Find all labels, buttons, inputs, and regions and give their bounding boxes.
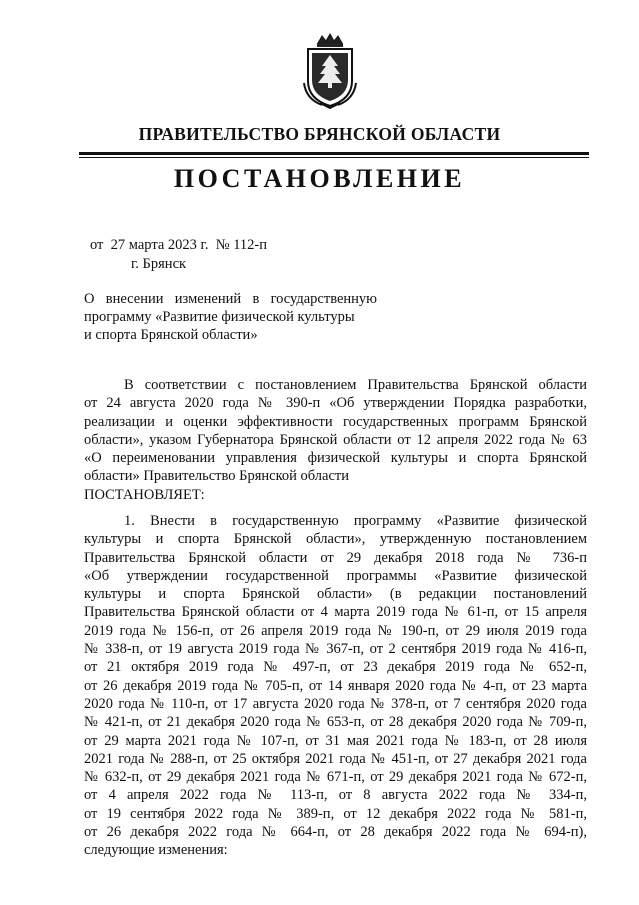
item-1-paragraph — [84, 512, 587, 860]
document-type-title: ПОСТАНОВЛЕНИЕ — [173, 164, 466, 193]
bryansk-oblast-coat-of-arms-icon — [298, 33, 362, 109]
text-line: № 421-п, от 21 декабря 2020 года № 653-п, от 28 декабря 2020 года № 709-п, — [84, 714, 587, 731]
text-line: В соответствии с постановлением Правительства Брянской области — [124, 377, 587, 393]
text-line: культуры и спорта Брянской области», утвержденную постановлением — [84, 531, 587, 548]
resolves-keyword: ПОСТАНОВЛЯЕТ: — [84, 486, 205, 503]
preamble-paragraph — [84, 376, 587, 504]
text-line: от 29 марта 2021 года № 107-п, от 31 мая 2021 года № 183-п, от 28 июля — [84, 732, 587, 749]
text-line: от 19 сентября 2022 года № 389-п, от 12 декабря 2022 года № 581-п, — [84, 805, 587, 822]
text-line: Правительства Брянской области от 4 марта 2019 года № 61-п, от 15 апреля — [84, 604, 587, 621]
city: г. Брянск — [131, 256, 187, 272]
text-line: 1. Внести в государственную программу «Развитие физической — [124, 513, 587, 529]
date-and-number: от 27 марта 2023 г. № 112-п — [90, 237, 267, 253]
text-line: от 26 декабря 2019 года № 705-п, от 14 января 2020 года № 4-п, от 23 марта — [84, 677, 587, 694]
text-line: «О переименовании управления физической культуры и спорта Брянской — [84, 450, 587, 467]
text-line: № 338-п, от 19 августа 2019 года № 367-п, от 2 сентября 2019 года № 416-п, — [84, 641, 587, 658]
text-line: 2019 года № 156-п, от 26 апреля 2019 года № 190-п, от 29 июля 2019 года — [84, 622, 587, 639]
text-line: 2020 года № 110-п, от 17 августа 2020 года № 378-п, от 7 сентября 2020 года — [84, 695, 587, 712]
text-line: от 24 августа 2020 года № 390-п «Об утверждении Порядка разработки, — [84, 395, 587, 412]
header-rule-thin — [79, 157, 589, 158]
subject-block — [84, 290, 384, 344]
text-line: «Об утверждении государственной программы «Развитие физической — [84, 567, 587, 584]
text-line: от 4 апреля 2022 года № 113-п, от 8 августа 2022 года № 334-п, — [84, 787, 587, 804]
text-line: Правительства Брянской области от 29 декабря 2018 года № 736-п — [84, 549, 587, 566]
text-line: следующие изменения: — [84, 842, 228, 859]
subject-line: программу «Развитие физической культуры — [84, 309, 355, 325]
subject-line: О внесении изменений в государственную — [84, 291, 377, 307]
header-rule-thick — [79, 152, 589, 155]
text-line: 2021 года № 288-п, от 25 октября 2021 года № 451-п, от 27 декабря 2021 года — [84, 750, 587, 767]
text-line: от 26 декабря 2022 года № 664-п, от 28 декабря 2022 года № 694-п), — [84, 824, 587, 841]
text-line: культуры и спорта Брянской области» (в редакции постановлений — [84, 586, 587, 603]
text-line: области» Правительство Брянской области — [84, 468, 349, 485]
organization-title: ПРАВИТЕЛЬСТВО БРЯНСКОЙ ОБЛАСТИ — [138, 124, 501, 144]
text-line: реализации и оценки эффективности государственных программ Брянской — [84, 413, 587, 430]
subject-line: и спорта Брянской области» — [84, 327, 258, 343]
text-line: № 632-п, от 29 декабря 2021 года № 671-п, от 29 декабря 2021 года № 672-п, — [84, 769, 587, 786]
text-line: области», указом Губернатора Брянской области от 12 апреля 2022 года № 63 — [84, 431, 587, 448]
text-line: от 21 октября 2019 года № 497-п, от 23 декабря 2019 года № 652-п, — [84, 659, 587, 676]
